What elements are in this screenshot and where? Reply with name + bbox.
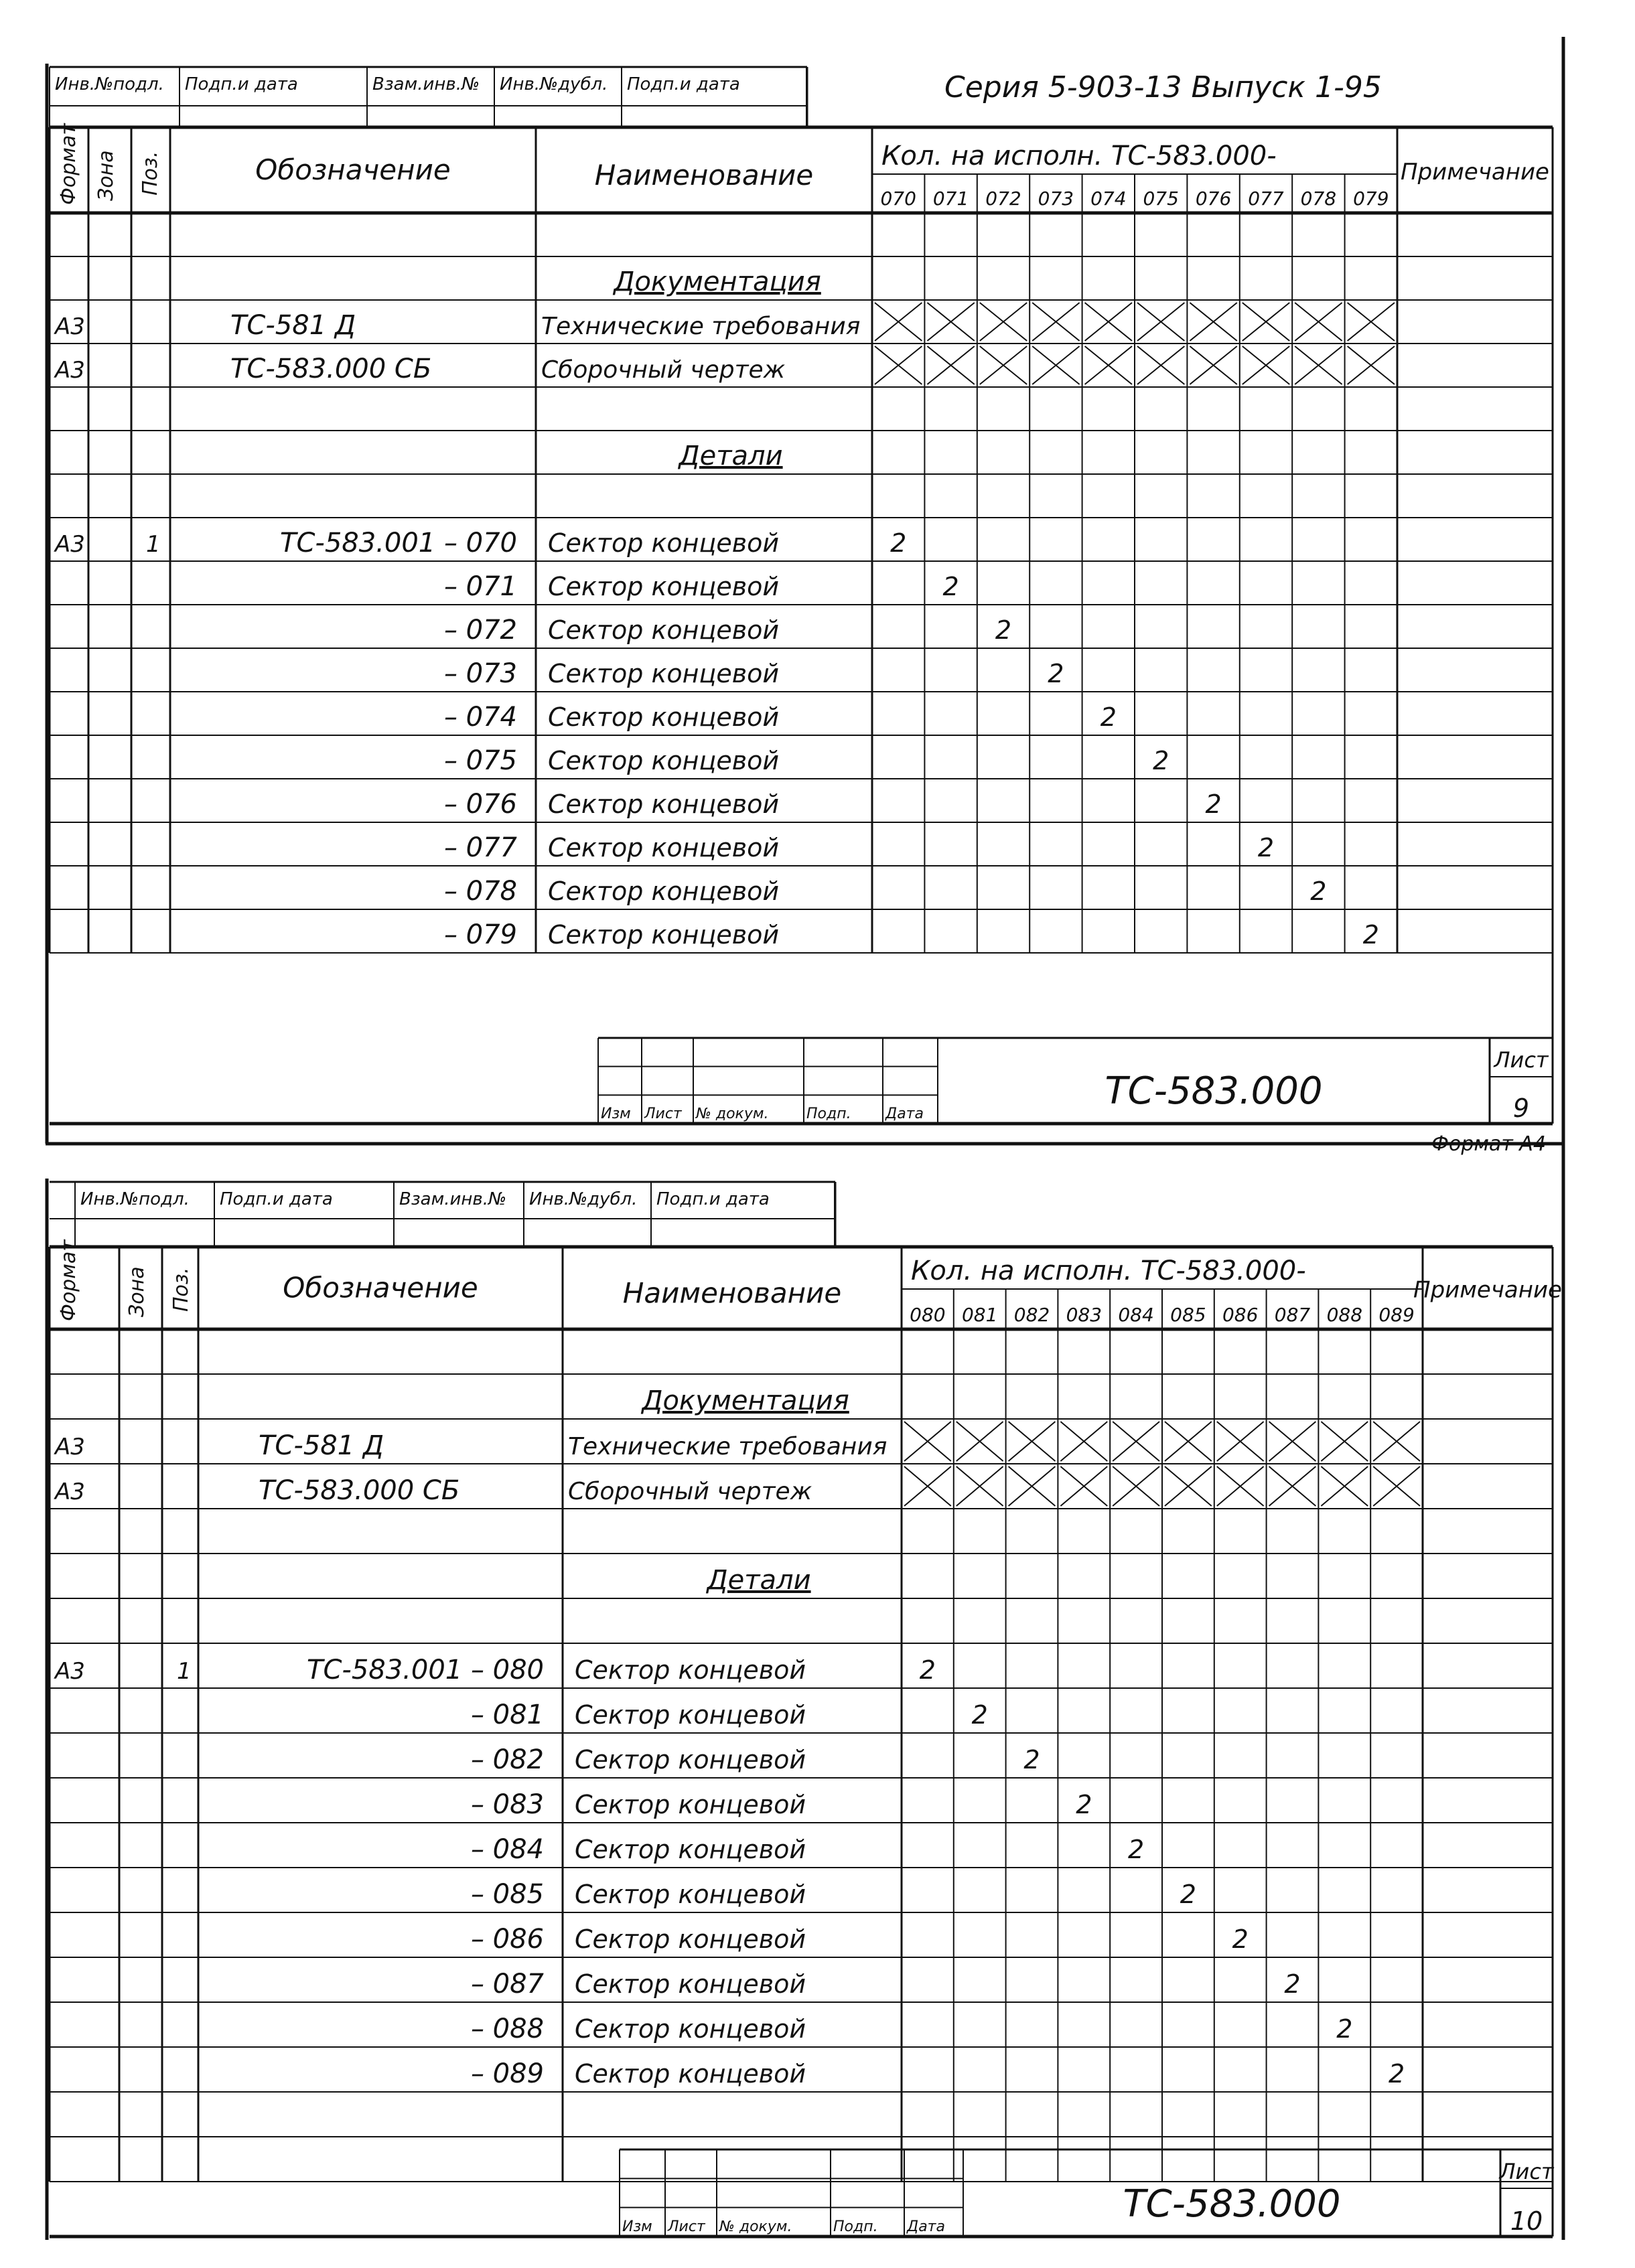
detail-qty: 2 — [1257, 833, 1275, 862]
detail-designation: – 071 — [443, 571, 517, 602]
variant-header: 088 — [1326, 1304, 1363, 1326]
detail-qty: 2 — [1076, 1790, 1092, 1819]
specification-sheet-9 — [50, 67, 1553, 1156]
doc-format: А3 — [55, 1434, 85, 1460]
sheet-number: 10 — [1510, 2206, 1543, 2236]
section-details: Детали — [679, 441, 783, 471]
detail-name: Сектор концевой — [548, 746, 780, 775]
detail-designation: – 082 — [470, 1744, 544, 1775]
detail-designation: – 076 — [443, 789, 517, 820]
title-block-label: Изм — [622, 2218, 652, 2235]
variant-header: 070 — [880, 187, 916, 210]
doc-name: Сборочный чертеж — [541, 356, 786, 384]
variant-header: 081 — [961, 1304, 998, 1326]
stamp-label: Подп.и дата — [627, 74, 740, 94]
name-header: Наименование — [594, 159, 814, 192]
detail-qty: 2 — [1336, 2014, 1353, 2044]
detail-name: Сектор концевой — [575, 2059, 806, 2089]
variant-header: 078 — [1300, 187, 1337, 210]
detail-qty: 2 — [1389, 2059, 1405, 2089]
variant-header: 074 — [1090, 187, 1127, 210]
detail-designation: – 087 — [470, 1969, 544, 1999]
variant-header: 080 — [910, 1304, 946, 1326]
sheet-number: 9 — [1512, 1093, 1530, 1123]
detail-designation: – 072 — [443, 615, 517, 646]
title-block-label: Дата — [907, 2218, 945, 2235]
title-block-label: Лист — [668, 2218, 705, 2235]
detail-pos: 1 — [177, 1658, 192, 1685]
variant-header: 082 — [1013, 1304, 1050, 1326]
stamp-label: Инв.№дубл. — [529, 1189, 638, 1209]
detail-qty: 2 — [1205, 789, 1222, 819]
variant-header: 086 — [1222, 1304, 1259, 1326]
detail-qty: 2 — [995, 615, 1012, 645]
qty-header: Кол. на исполн. ТС-583.000- — [881, 141, 1277, 171]
detail-designation: – 073 — [443, 658, 517, 689]
sheet-label: Лист — [1494, 1047, 1549, 1073]
detail-designation: – 078 — [443, 876, 517, 907]
variant-header: 079 — [1353, 187, 1389, 210]
title-block-label: Дата — [885, 1106, 924, 1122]
series-label: Серия 5-903-13 Выпуск 1-95 — [944, 70, 1382, 104]
zone-header: Зона — [125, 1266, 149, 1317]
note-header: Примечание — [1401, 159, 1549, 185]
doc-name: Сборочный чертеж — [568, 1478, 812, 1505]
format-header: Формат — [57, 123, 80, 205]
document-number: ТС-583.000 — [1123, 2182, 1341, 2226]
sheet-label: Лист — [1499, 2159, 1554, 2184]
stamp-label: Инв.№подл. — [55, 74, 164, 94]
title-block-label: № докум. — [696, 1106, 769, 1122]
designation-header: Обозначение — [283, 1271, 478, 1304]
detail-designation: – 083 — [470, 1789, 544, 1820]
section-details: Детали — [707, 1565, 811, 1596]
detail-qty: 2 — [1023, 1745, 1040, 1774]
detail-designation: – 075 — [443, 745, 517, 776]
detail-designation: – 085 — [470, 1879, 544, 1910]
format-header: Формат — [57, 1239, 80, 1321]
stamp-label: Подп.и дата — [185, 74, 298, 94]
detail-name: Сектор концевой — [575, 1835, 806, 1864]
variant-header: 085 — [1170, 1304, 1206, 1326]
detail-qty: 2 — [1232, 1924, 1249, 1954]
variant-header: 072 — [985, 187, 1021, 210]
title-block-label: Подп. — [806, 1106, 851, 1122]
section-documentation: Документация — [614, 267, 821, 297]
detail-designation: ТС-583.001 – 070 — [280, 528, 517, 558]
detail-name: Сектор концевой — [548, 920, 780, 950]
designation-header: Обозначение — [255, 153, 451, 186]
variant-header: 077 — [1248, 187, 1284, 210]
format-note: Формат А4 — [1431, 1132, 1546, 1156]
detail-qty: 2 — [919, 1655, 936, 1685]
pos-header: Поз. — [169, 1267, 193, 1312]
detail-designation: ТС-583.001 – 080 — [307, 1655, 544, 1685]
detail-pos: 1 — [146, 531, 161, 558]
document-number: ТС-583.000 — [1105, 1069, 1323, 1113]
detail-name: Сектор концевой — [575, 1700, 806, 1730]
doc-name: Технические требования — [568, 1433, 887, 1460]
detail-designation: – 077 — [443, 832, 517, 863]
detail-qty: 2 — [1153, 746, 1169, 775]
detail-name: Сектор концевой — [575, 1924, 806, 1954]
qty-header: Кол. на исполн. ТС-583.000- — [911, 1256, 1306, 1286]
doc-designation: ТС-581 Д — [230, 310, 356, 341]
doc-designation: ТС-581 Д — [259, 1430, 384, 1461]
name-header: Наименование — [622, 1276, 842, 1310]
detail-name: Сектор концевой — [548, 528, 780, 558]
stamp-label: Взам.инв.№ — [372, 74, 480, 94]
detail-name: Сектор концевой — [548, 702, 780, 732]
variant-header: 089 — [1378, 1304, 1415, 1326]
variant-header: 075 — [1143, 187, 1179, 210]
title-block-label: Подп. — [833, 2218, 878, 2235]
detail-name: Сектор концевой — [575, 1969, 806, 1999]
detail-name: Сектор концевой — [575, 1880, 806, 1909]
detail-qty: 2 — [1100, 702, 1117, 732]
stamp-label: Подп.и дата — [656, 1189, 770, 1209]
detail-qty: 2 — [971, 1700, 988, 1730]
detail-name: Сектор концевой — [548, 877, 780, 906]
detail-name: Сектор концевой — [548, 659, 780, 688]
stamp-label: Инв.№дубл. — [500, 74, 608, 94]
stamp-label: Подп.и дата — [220, 1189, 333, 1209]
detail-name: Сектор концевой — [548, 833, 780, 862]
detail-name: Сектор концевой — [575, 1655, 806, 1685]
doc-designation: ТС-583.000 СБ — [259, 1475, 460, 1506]
detail-name: Сектор концевой — [548, 572, 780, 601]
detail-designation: – 089 — [470, 2058, 544, 2089]
detail-qty: 2 — [1128, 1835, 1145, 1864]
title-block-label: № докум. — [719, 2218, 792, 2235]
detail-qty: 2 — [1284, 1969, 1301, 1999]
section-documentation: Документация — [642, 1385, 849, 1416]
zone-header: Зона — [94, 150, 118, 201]
doc-name: Технические требования — [541, 313, 861, 340]
note-header: Примечание — [1413, 1276, 1562, 1304]
detail-designation: – 079 — [443, 919, 517, 950]
detail-designation: – 086 — [470, 1924, 544, 1955]
doc-designation: ТС-583.000 СБ — [230, 354, 432, 384]
detail-qty: 2 — [1180, 1880, 1196, 1909]
detail-name: Сектор концевой — [548, 615, 780, 645]
detail-name: Сектор концевой — [575, 1790, 806, 1819]
detail-designation: – 074 — [443, 702, 517, 733]
detail-name: Сектор концевой — [575, 2014, 806, 2044]
variant-header: 076 — [1195, 187, 1232, 210]
detail-qty: 2 — [1310, 877, 1327, 906]
detail-qty: 2 — [890, 528, 907, 558]
variant-header: 071 — [932, 187, 969, 210]
variant-header: 073 — [1038, 187, 1074, 210]
doc-format: А3 — [55, 313, 85, 340]
detail-format: А3 — [55, 1658, 85, 1685]
detail-qty: 2 — [942, 572, 959, 601]
stamp-label: Взам.инв.№ — [399, 1189, 506, 1209]
detail-designation: – 084 — [470, 1834, 544, 1865]
title-block-label: Лист — [644, 1106, 682, 1122]
variant-header: 087 — [1274, 1304, 1311, 1326]
doc-format: А3 — [55, 357, 85, 384]
detail-format: А3 — [55, 531, 85, 558]
title-block-label: Изм — [601, 1106, 631, 1122]
detail-name: Сектор концевой — [548, 789, 780, 819]
detail-qty: 2 — [1362, 920, 1379, 950]
stamp-label: Инв.№подл. — [80, 1189, 190, 1209]
detail-name: Сектор концевой — [575, 1745, 806, 1774]
variant-header: 083 — [1066, 1304, 1103, 1326]
detail-qty: 2 — [1048, 659, 1064, 688]
doc-format: А3 — [55, 1479, 85, 1505]
specification-sheet-10 — [50, 1182, 1562, 2237]
detail-designation: – 088 — [470, 2014, 544, 2044]
detail-designation: – 081 — [470, 1699, 544, 1730]
variant-header: 084 — [1118, 1304, 1154, 1326]
pos-header: Поз. — [139, 151, 162, 196]
